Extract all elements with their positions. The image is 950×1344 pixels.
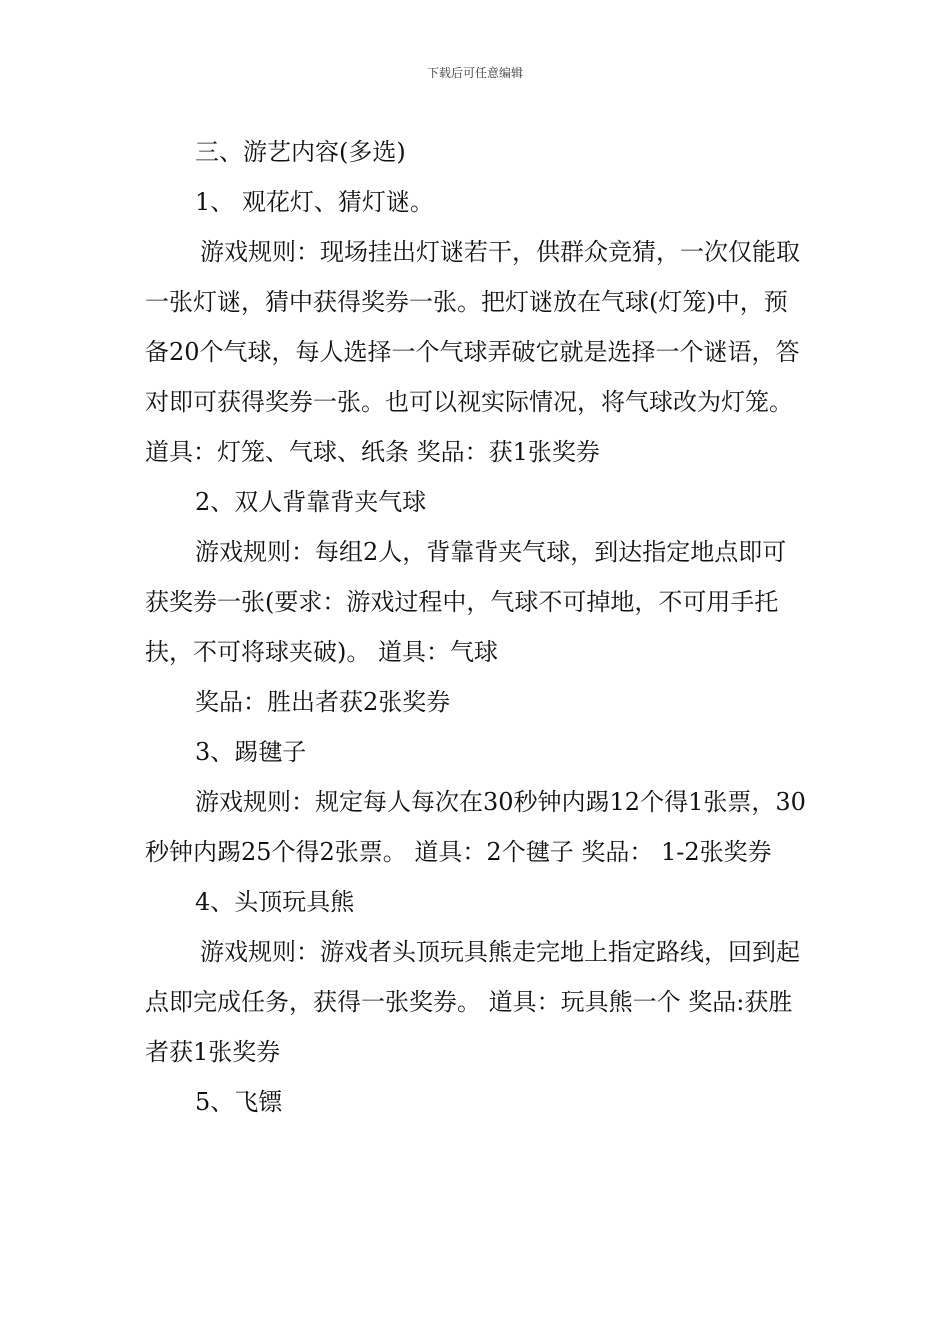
paragraph-balloon-pair-rules: 游戏规则：每组2人，背靠背夹气球，到达指定地点即可获奖券一张(要求：游戏过程中，气球不可掉地，不可用手托扶，不可将球夹破)。 道具：气球 xyxy=(145,538,787,666)
page-header: 下载后可任意编辑 xyxy=(426,66,523,80)
paragraph-lantern-riddles-rules: 游戏规则：现场挂出灯谜若干，供群众竞猜，一次仅能取一张灯谜，猜中获得奖券一张。把灯谜放在气球(灯笼)中，预备20个气球，每人选择一个气球弄破它就是选择一个谜语，答对即可获得奖券一张。也可以视实际情况，将气球改为灯笼。 道具：灯笼、气球、纸条 奖品：获1张奖券 xyxy=(145,238,800,466)
paragraph-shuttlecock-rules: 游戏规则：规定每人每次在30秒钟内踢12个得1张票，30秒钟内踢25个得2张票。 道具：2个毽子 奖品： 1-2张奖券 xyxy=(145,788,806,866)
item-title-shuttlecock: 3、踢毽子 xyxy=(195,738,307,766)
section-title: 三、游艺内容(多选) xyxy=(195,138,406,166)
document-body xyxy=(145,127,810,1127)
item-title-balloon-pair: 2、双人背靠背夹气球 xyxy=(195,488,427,516)
item-title-lantern-riddles: 1、 观花灯、猜灯谜。 xyxy=(195,188,434,216)
item-title-toy-bear: 4、头顶玩具熊 xyxy=(195,888,355,916)
paragraph-toy-bear-rules: 游戏规则：游戏者头顶玩具熊走完地上指定路线，回到起点即完成任务，获得一张奖券。 道具：玩具熊一个 奖品:获胜者获1张奖券 xyxy=(145,938,800,1066)
paragraph-balloon-pair-prize: 奖品：胜出者获2张奖券 xyxy=(195,688,451,716)
item-title-darts: 5、飞镖 xyxy=(195,1088,283,1116)
